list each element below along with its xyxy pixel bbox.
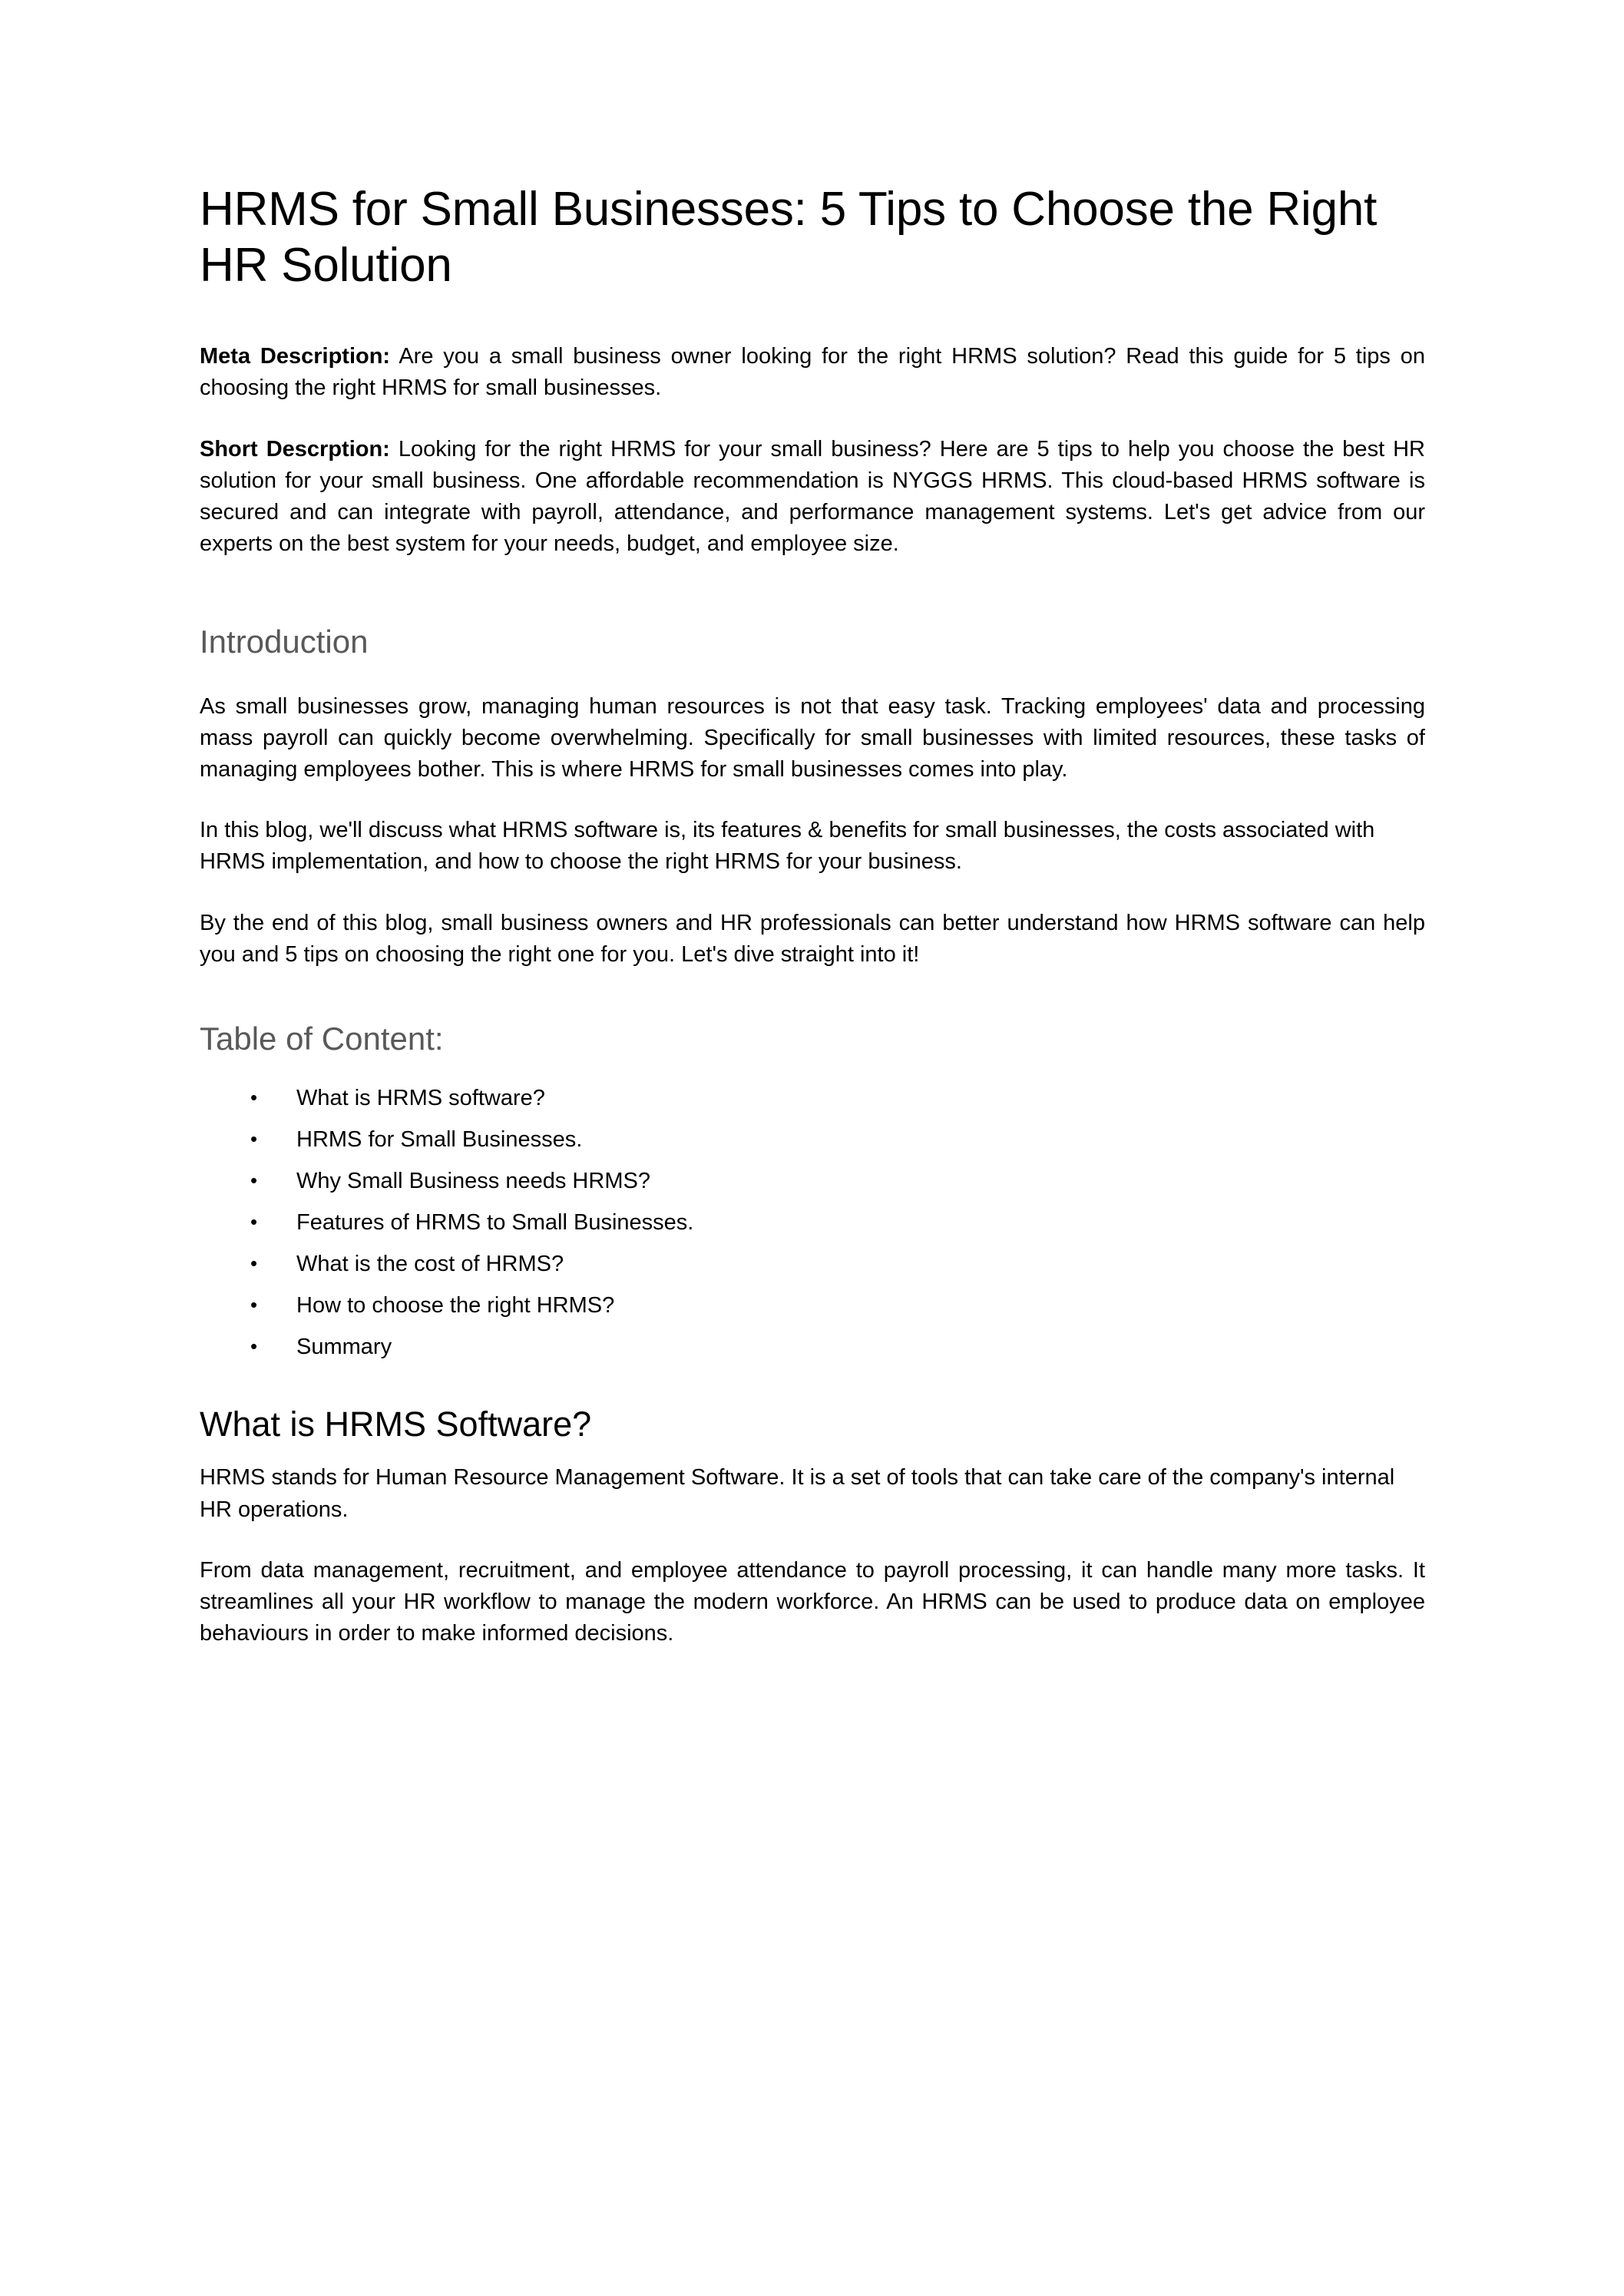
meta-description-label: Meta Description: xyxy=(200,344,391,369)
intro-paragraph-3: By the end of this blog, small business owners and HR professionals can better understand how HRMS software can help you and 5 tips on choosing the right one for you. Let's dive straight into it! xyxy=(200,910,1425,967)
intro-paragraph-1: As small businesses grow, managing human resources is not that easy task. Tracking employees' data and processing mass payroll can quickly become overwhelming. Specifically for small businesses with limited resources, these tasks of managing employees bother. This is where HRMS for small businesses comes into play. xyxy=(200,693,1425,782)
list-item-label: What is the cost of HRMS? xyxy=(296,1252,564,1277)
bullet-icon: • xyxy=(250,1127,258,1151)
list-item-label: What is HRMS software? xyxy=(296,1086,545,1111)
list-item-label: Why Small Business needs HRMS? xyxy=(296,1169,650,1194)
document-body xyxy=(200,181,1425,1672)
short-description-text: Looking for the right HRMS for your small business? Here are 5 tips to help you choose the best HR solution for your small business. One affordable recommendation is NYGGS HRMS. This cloud-based HRMS software is secured and can integrate with payroll, attendance, and performance management systems. Let's get advice from our experts on the best system for your needs, budget, and employee size. xyxy=(200,436,1425,557)
meta-description-paragraph xyxy=(200,341,1425,404)
spacer xyxy=(200,583,1425,623)
list-item[interactable] xyxy=(200,1129,1425,1151)
section-paragraph-2: From data management, recruitment, and employee attendance to payroll processing, it can handle many more tasks. It streamlines all your HR workflow to manage the modern workforce. An HRMS can be used to produce data on employee behaviours in order to make informed decisions. xyxy=(200,1557,1425,1646)
short-description-paragraph xyxy=(200,434,1425,561)
spacer xyxy=(200,428,1425,434)
list-item[interactable] xyxy=(200,1170,1425,1193)
bullet-icon: • xyxy=(250,1335,258,1358)
list-item-label: Summary xyxy=(296,1335,392,1360)
spacer xyxy=(200,902,1425,908)
meta-description-text: Are you a small business owner looking for the right HRMS solution? Read this guide for 5 tips on choosing the right HRMS for small businesses. xyxy=(200,344,1425,401)
bullet-icon: • xyxy=(250,1293,258,1317)
spacer xyxy=(200,994,1425,1020)
bullet-icon: • xyxy=(250,1086,258,1110)
list-item-label: HRMS for Small Businesses. xyxy=(296,1127,583,1153)
introduction-heading: Introduction xyxy=(200,624,369,660)
bullet-icon: • xyxy=(250,1252,258,1275)
table-of-content-list xyxy=(200,1087,1425,1358)
spacer xyxy=(200,1378,1425,1404)
list-item[interactable] xyxy=(200,1087,1425,1110)
list-item[interactable] xyxy=(200,1212,1425,1234)
spacer xyxy=(200,809,1425,815)
bullet-icon: • xyxy=(250,1169,258,1193)
page-title: HRMS for Small Businesses: 5 Tips to Choose the Right HR Solution xyxy=(200,183,1378,293)
section-paragraph-1: HRMS stands for Human Resource Management Software. It is a set of tools that can take care of the company's internal HR operations. xyxy=(200,1465,1395,1522)
short-description-label: Short Descrption: xyxy=(200,436,390,462)
intro-paragraph-2: In this blog, we'll discuss what HRMS software is, its features & benefits for small businesses, the costs associated with HRMS implementation, and how to choose the right HRMS for your business. xyxy=(200,818,1375,875)
list-item[interactable] xyxy=(200,1253,1425,1275)
what-is-hrms-software-heading: What is HRMS Software? xyxy=(200,1404,592,1444)
table-of-content-heading: Table of Content: xyxy=(200,1020,444,1057)
spacer xyxy=(200,1549,1425,1555)
list-item-label: Features of HRMS to Small Businesses. xyxy=(296,1210,694,1236)
list-item[interactable] xyxy=(200,1295,1425,1317)
list-item[interactable] xyxy=(200,1336,1425,1358)
bullet-icon: • xyxy=(250,1210,258,1234)
list-item-label: How to choose the right HRMS? xyxy=(296,1293,615,1318)
